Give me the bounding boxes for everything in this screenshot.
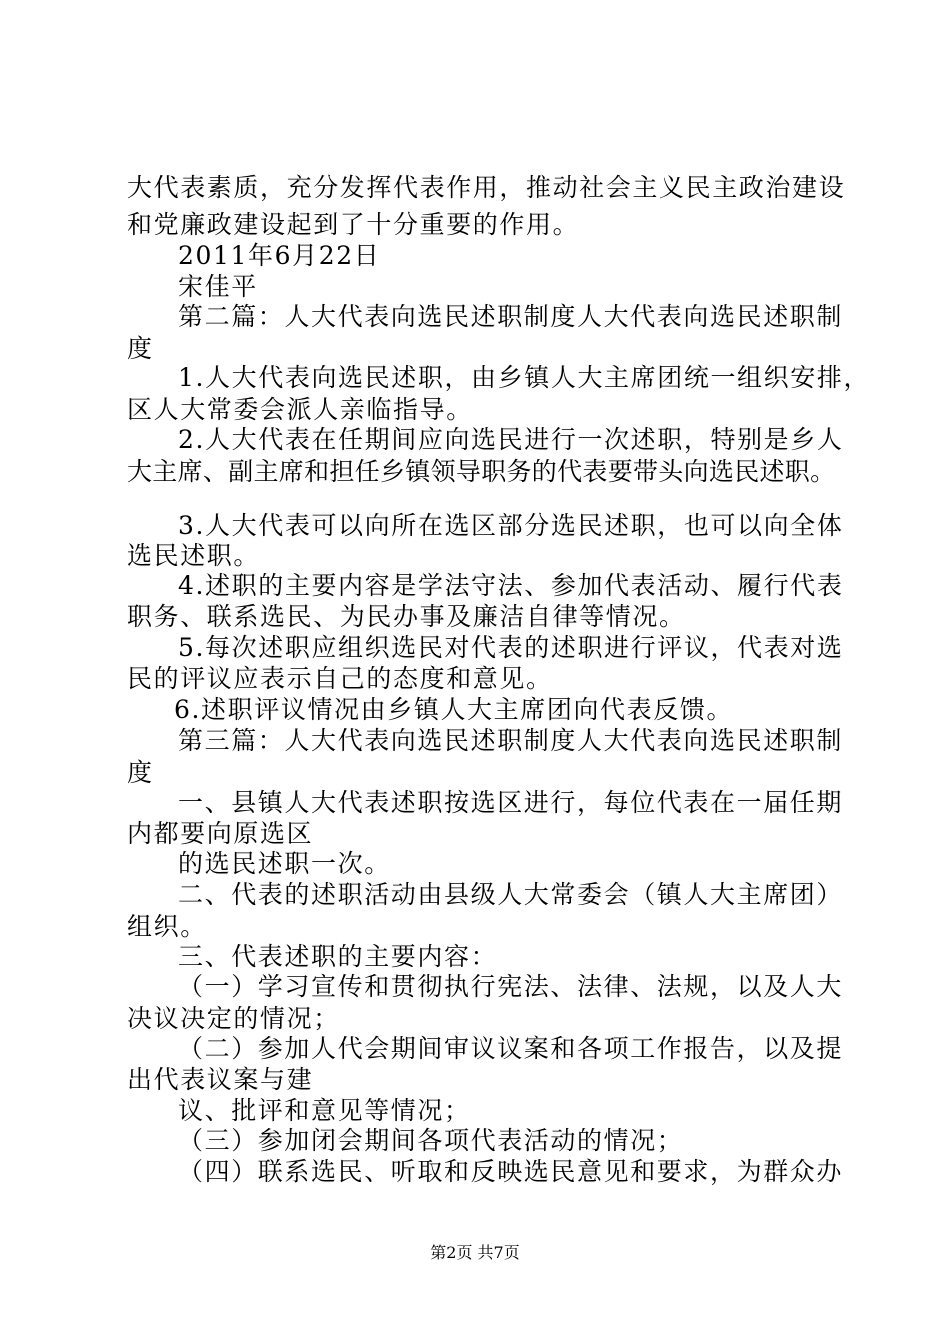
text-line: 内都要向原选区 <box>127 819 314 848</box>
text-line: 的选民述职一次。 <box>178 849 391 878</box>
text-line: 出代表议案与建 <box>127 1065 314 1094</box>
text-line: 组织。 <box>127 912 207 941</box>
section-heading: 第二篇：人大代表向选民述职制度人大代表向选民述职制 <box>178 302 844 331</box>
text-line: 选民述职。 <box>127 541 261 570</box>
page-number: 第2页 共7页 <box>430 1243 520 1262</box>
text-line: 决议决定的情况； <box>127 1004 340 1033</box>
text-line: 大主席、副主席和担任乡镇领导职务的代表要带头向选民述职。 <box>127 457 836 486</box>
text-line: 二、代表的述职活动由县级人大常委会（镇人大主席团） <box>178 880 844 909</box>
author-line: 宋佳平 <box>178 272 258 301</box>
text-line: 大代表素质，充分发挥代表作用，推动社会主义民主政治建设 <box>127 173 846 202</box>
text-line: （二）参加人代会期间审议议案和各项工作报告，以及提 <box>178 1034 844 1063</box>
text-line: （四）联系选民、听取和反映选民意见和要求，为群众办 <box>178 1157 844 1186</box>
text-line: （一）学习宣传和贯彻执行宪法、法律、法规，以及人大 <box>178 972 844 1001</box>
date-line: 2011年6月22日 <box>178 241 381 270</box>
text-line: 3.人大代表可以向所在选区部分选民述职，也可以向全体 <box>178 511 844 540</box>
text-line: 三、代表述职的主要内容： <box>178 942 498 971</box>
text-line: 民的评议应表示自己的态度和意见。 <box>127 664 553 693</box>
text-line: 4.述职的主要内容是学法守法、参加代表活动、履行代表 <box>178 571 844 600</box>
page-footer <box>0 1243 950 1263</box>
text-line: 6.述职评议情况由乡镇人大主席团向代表反馈。 <box>174 695 734 724</box>
section-heading: 第三篇：人大代表向选民述职制度人大代表向选民述职制 <box>178 726 844 755</box>
text-line: （三）参加闭会期间各项代表活动的情况； <box>178 1126 684 1155</box>
section-heading: 度 <box>127 334 154 363</box>
text-line: 区人大常委会派人亲临指导。 <box>127 395 473 424</box>
text-line: 和党廉政建设起到了十分重要的作用。 <box>127 210 580 239</box>
text-line: 5.每次述职应组织选民对代表的述职进行评议，代表对选 <box>178 633 844 662</box>
section-heading: 度 <box>127 758 154 787</box>
text-line: 2.人大代表在任期间应向选民进行一次述职，特别是乡人 <box>178 425 844 454</box>
text-line: 1.人大代表向选民述职，由乡镇人大主席团统一组织安排， <box>178 363 871 392</box>
text-line: 职务、联系选民、为民办事及廉洁自律等情况。 <box>127 602 686 631</box>
text-line: 一、县镇人大代表述职按选区进行，每位代表在一届任期 <box>178 788 844 817</box>
text-line: 议、批评和意见等情况； <box>178 1096 471 1125</box>
